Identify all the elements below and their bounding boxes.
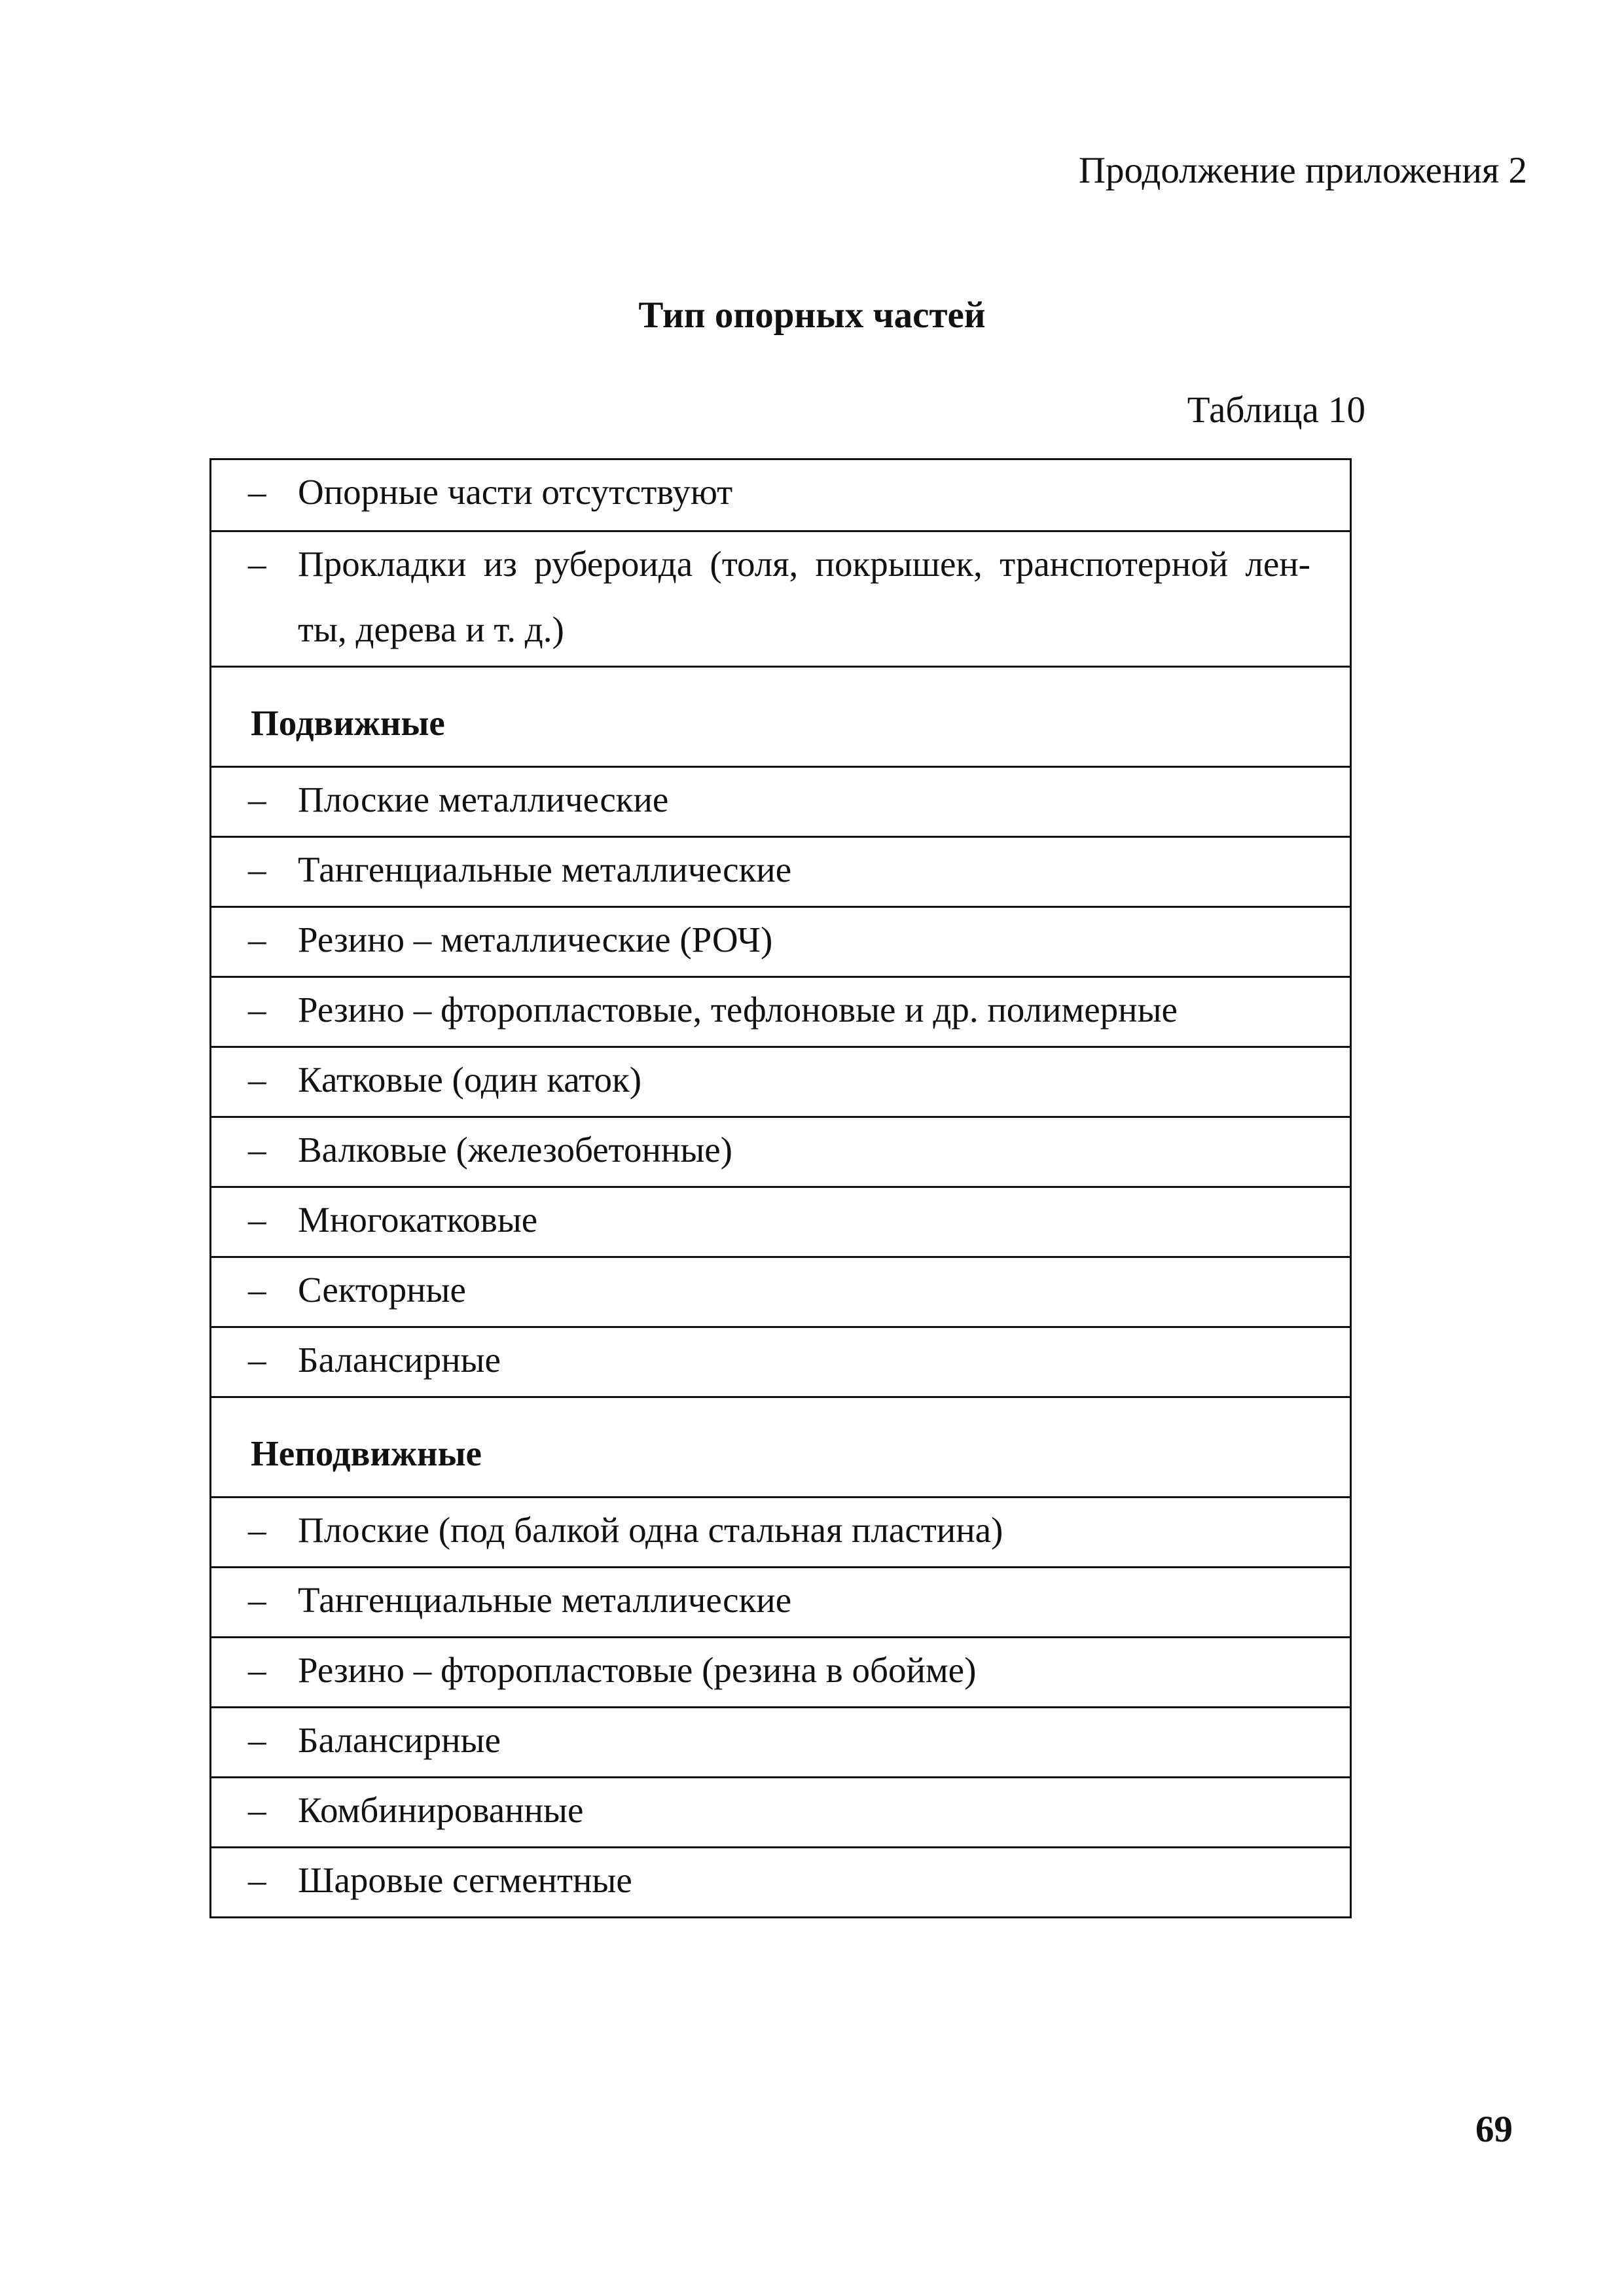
section-header-movable: Подвижные: [251, 703, 445, 743]
table-cell-text: Тангенциальные металлические: [298, 1580, 792, 1620]
appendix-continuation-note: Продолжение приложения 2: [1078, 150, 1527, 191]
table-row: [211, 1706, 1350, 1776]
dash-bullet: –: [248, 1860, 266, 1900]
bearing-types-table: [209, 458, 1352, 1918]
dash-bullet: –: [248, 1060, 266, 1100]
table-row: [211, 1846, 1350, 1916]
page-number: 69: [1475, 2109, 1513, 2150]
dash-bullet: –: [248, 1720, 266, 1760]
table-cell-text: Многокатковые: [298, 1200, 538, 1240]
table-row: [211, 1776, 1350, 1846]
table-cell-text: Резино – фторопластовые (резина в обойме): [298, 1650, 977, 1690]
dash-bullet: –: [248, 1270, 266, 1310]
dash-bullet: –: [248, 990, 266, 1030]
dash-bullet: –: [248, 850, 266, 889]
table-row: [211, 1636, 1350, 1706]
table-row: [211, 1256, 1350, 1326]
table-row: [211, 1116, 1350, 1186]
table-cell-text-line: Прокладки из рубероида (толя, покрышек, транспотерной лен-: [298, 544, 1310, 584]
table-row: [211, 460, 1350, 530]
table-cell-text: Резино – металлические (РОЧ): [298, 920, 773, 960]
table-cell-text: Опорные части отсутствуют: [298, 472, 733, 512]
table-cell-text-line: ты, дерева и т. д.): [298, 609, 564, 649]
table-number: Таблица 10: [1187, 389, 1365, 431]
dash-bullet: –: [248, 920, 266, 960]
section-header-row: [211, 1396, 1350, 1496]
table-row: [211, 1566, 1350, 1636]
table-row: [211, 1046, 1350, 1116]
table-row: [211, 1496, 1350, 1566]
dash-bullet: –: [248, 1790, 266, 1830]
dash-bullet: –: [248, 1340, 266, 1380]
dash-bullet: –: [248, 1580, 266, 1620]
table-row: [211, 766, 1350, 836]
table-cell-text: Валковые (железобетонные): [298, 1130, 733, 1170]
table-row: [211, 976, 1350, 1046]
table-cell-text: Балансирные: [298, 1720, 501, 1760]
dash-bullet: –: [248, 1650, 266, 1690]
table-cell-text: Шаровые сегментные: [298, 1860, 632, 1900]
table-title: Тип опорных частей: [638, 295, 986, 336]
table-cell-text: Резино – фторопластовые, тефлоновые и др. полимерные: [298, 990, 1178, 1030]
dash-bullet: –: [248, 780, 266, 819]
table-cell-text: Плоские (под балкой одна стальная пластина): [298, 1510, 1003, 1550]
table-cell-text: Тангенциальные металлические: [298, 850, 792, 889]
table-cell-text: Катковые (один каток): [298, 1060, 642, 1100]
table-cell-text: Комбинированные: [298, 1790, 584, 1830]
table-row: [211, 906, 1350, 976]
table-cell-text: [298, 543, 1310, 651]
table-row: [211, 1186, 1350, 1256]
table-cell-text: Секторные: [298, 1270, 466, 1310]
dash-bullet: –: [248, 1510, 266, 1550]
table-row: [211, 836, 1350, 906]
table-cell-text: Балансирные: [298, 1340, 501, 1380]
section-header-row: [211, 666, 1350, 766]
table-row: [211, 530, 1350, 666]
dash-bullet: –: [248, 544, 266, 584]
section-header-fixed: Неподвижные: [251, 1433, 482, 1473]
table-cell-text: Плоские металлические: [298, 780, 669, 819]
dash-bullet: –: [248, 1200, 266, 1240]
dash-bullet: –: [248, 1130, 266, 1170]
table-row: [211, 1326, 1350, 1396]
dash-bullet: –: [248, 472, 266, 512]
